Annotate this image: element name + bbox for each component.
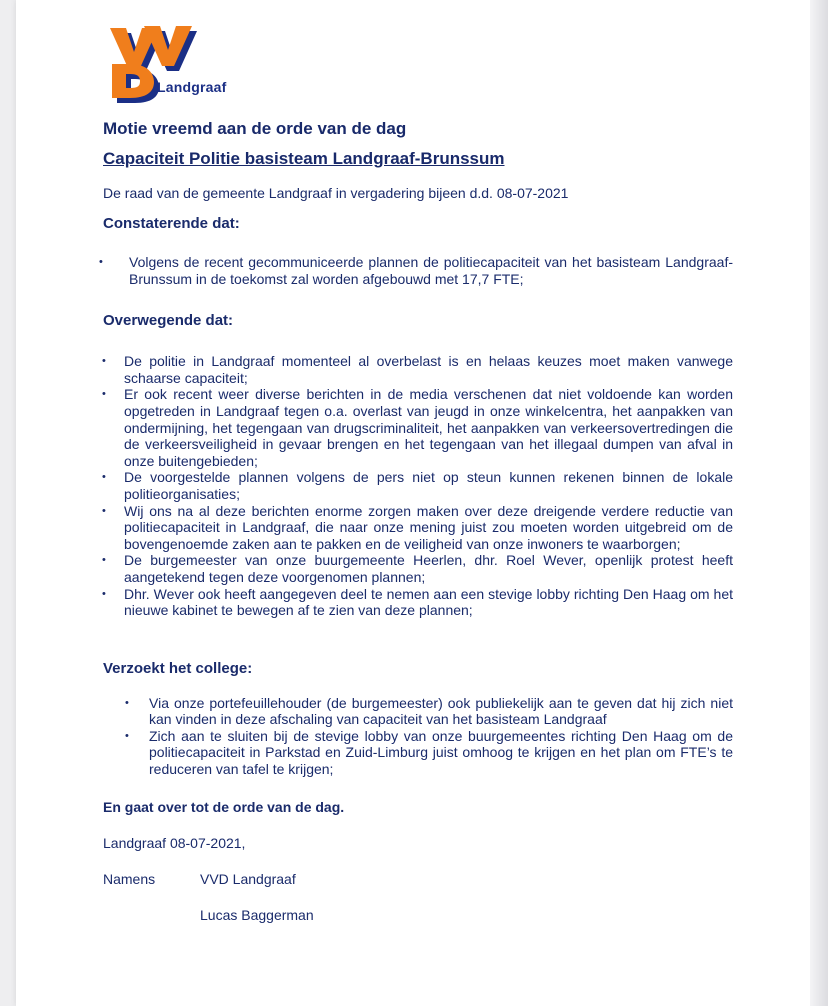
signature-name-row	[103, 906, 733, 924]
bullet-icon: •	[102, 355, 106, 368]
bullet-icon: •	[102, 471, 106, 484]
signature-label: Namens	[103, 870, 156, 887]
list-verzoekt	[103, 695, 733, 778]
list-item: • Er ook recent weer diverse berichten in de media verschenen dat niet voldoende kan worden opgetreden in Landgraaf tegen o.a. overlast van jeugd in onze winkelcentra, het aanpakken van ondermijning, het tegengaan van drugscriminaliteit, het aanpakken van verkeersovertredingen die de verkeersveiligheid in gevaar brengen en het tegengaan van het illegaal dumpen van afval in onze buitengebieden;	[102, 386, 733, 469]
bullet-icon: •	[102, 554, 106, 567]
list-item: • Wij ons na al deze berichten enorme zorgen maken over deze dreigende verdere reductie van politiecapaciteit in Landgraaf, die naar onze mening juist zou moeten worden uitgebreid om de bovengenoemde zaken aan te pakken en de veiligheid van onze inwoners te waarborgen;	[102, 502, 733, 552]
page-edge-shadow	[810, 0, 828, 1006]
signature-name: Lucas Baggerman	[200, 906, 314, 923]
page-subtitle: Capaciteit Politie basisteam Landgraaf-Brunssum	[103, 149, 505, 168]
list-overwegende	[103, 353, 733, 619]
list-constaterende	[99, 254, 733, 287]
heading-overwegende: Overwegende dat:	[103, 312, 234, 330]
heading-constaterende: Constaterende dat:	[103, 215, 240, 232]
list-item: • Zich aan te sluiten bij de stevige lobby van onze buurgemeentes richting Den Haag om de politiecapaciteit in Parkstad en Zuid-Limburg juist omhoog te krijgen en het plan om FTE’s te reduceren van tafel te krijgen;	[125, 727, 733, 778]
motion-body	[99, 118, 733, 924]
bullet-icon: •	[125, 696, 129, 709]
list-item: • Volgens de recent gecommuniceerde plannen de politiecapaciteit van het basisteam Landgraaf-Brunssum in de toekomst zal worden afgebouwd met 17,7 FTE;	[99, 254, 733, 287]
intro-line: De raad van de gemeente Landgraaf in vergadering bijeen d.d. 08-07-2021	[103, 185, 569, 201]
list-item: • Dhr. Wever ook heeft aangegeven deel te nemen aan een stevige lobby richting Den Haag om het nieuwe kabinet te bewegen af te zien van deze plannen;	[102, 585, 733, 619]
page-title: Motie vreemd aan de orde van de dag	[103, 119, 407, 138]
list-item: • De burgemeester van onze buurgemeente Heerlen, dhr. Roel Wever, openlijk protest heeft aangetekend tegen deze voorgenomen plannen;	[102, 552, 733, 585]
bullet-icon: •	[102, 587, 106, 600]
bullet-icon: •	[102, 504, 106, 517]
list-item: • De voorgestelde plannen volgens de pers niet op steun kunnen rekenen binnen de lokale politieorganisaties;	[102, 469, 733, 502]
bullet-icon: •	[102, 388, 106, 401]
logo-place-name: Landgraaf	[157, 79, 227, 95]
signature-party: VVD Landgraaf	[200, 870, 296, 887]
logo-letter-d	[112, 64, 159, 103]
list-item: • De politie in Landgraaf momenteel al overbelast is en helaas keuzes moet maken vanwege schaarse capaciteit;	[102, 353, 733, 386]
list-item: • Via onze portefeuillehouder (de burgemeester) ook publiekelijk aan te geven dat hij zich niet kan vinden in deze afschaling van capaciteit van het basisteam Landgraaf	[125, 694, 733, 728]
signature-row	[103, 870, 733, 888]
closing-line: En gaat over tot de orde van de dag.	[103, 798, 345, 815]
bullet-icon: •	[125, 729, 129, 742]
place-date: Landgraaf 08-07-2021,	[103, 834, 246, 851]
heading-verzoekt: Verzoekt het college:	[103, 659, 253, 677]
bullet-icon: •	[99, 256, 103, 268]
